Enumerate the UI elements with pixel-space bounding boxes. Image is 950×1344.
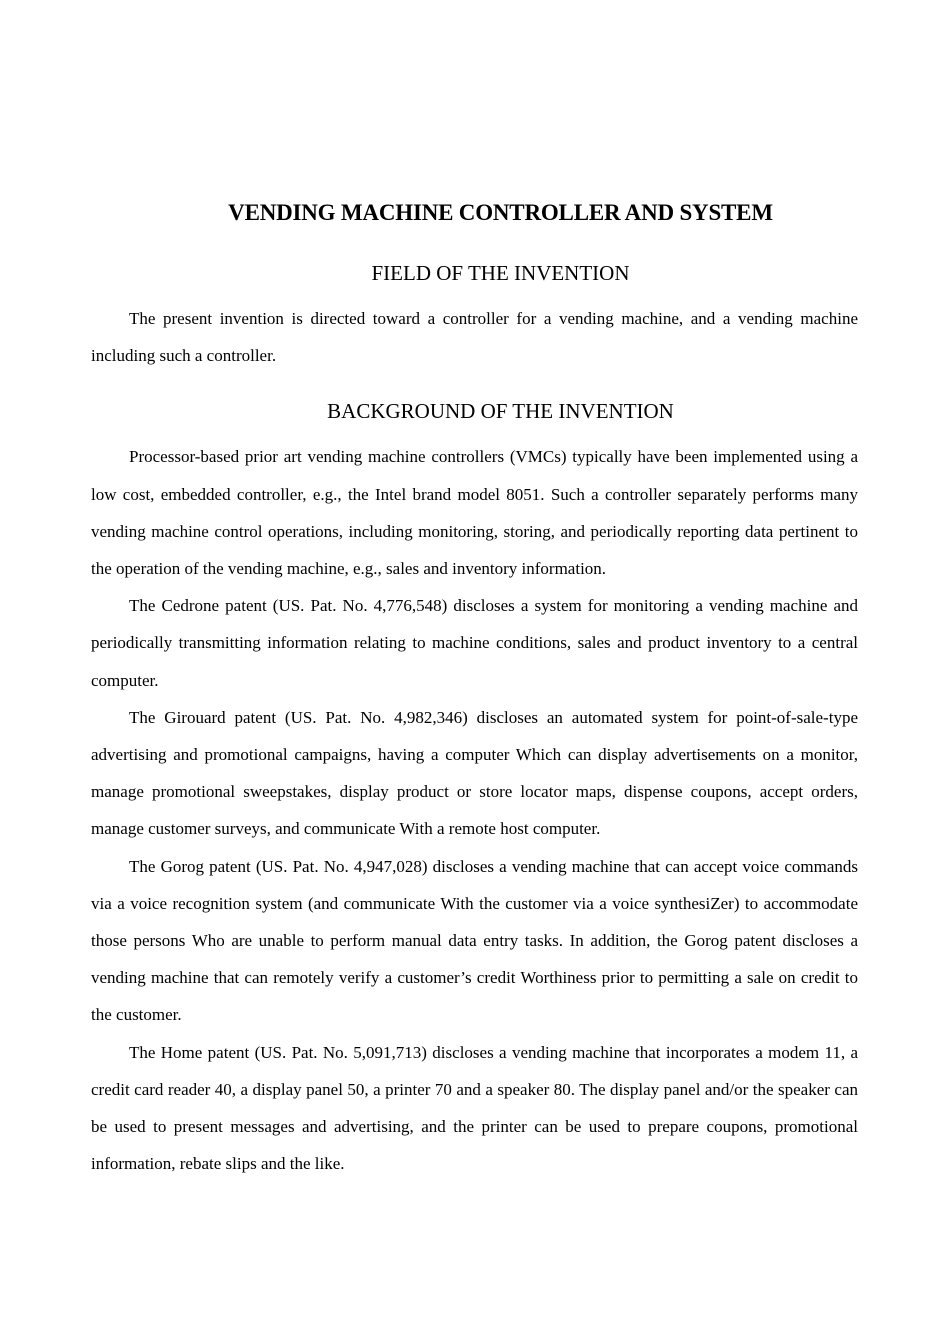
section-heading-background: BACKGROUND OF THE INVENTION	[327, 399, 674, 424]
paragraph-background-3: The Girouard patent (US. Pat. No. 4,982,346) discloses an automated system for point-of-sale-type advertising and promotional campaigns, having a computer Which can display advertisements on a monitor, manage promotional sweepstakes, display product or store locator maps, dispense coupons, accept orders, manage customer surveys, and communicate With a remote host computer.	[91, 707, 858, 839]
document-page	[91, 196, 858, 1182]
paragraph-field-1: The present invention is directed toward a controller for a vending machine, and a vending machine including such a controller.	[91, 309, 858, 366]
paragraph-background-5: The Home patent (US. Pat. No. 5,091,713) discloses a vending machine that incorporates a modem 11, a credit card reader 40, a display panel 50, a printer 70 and a speaker 80. The display panel and/or the speaker can be used to present messages and advertising, and the printer can be used to prepare coupons, promotional information, rebate slips and the like.	[91, 1042, 858, 1174]
paragraph-background-1: Processor-based prior art vending machine controllers (VMCs) typically have been implemented using a low cost, embedded controller, e.g., the Intel brand model 8051. Such a controller separately performs many vending machine control operations, including monitoring, storing, and periodically reporting data pertinent to the operation of the vending machine, e.g., sales and inventory information.	[91, 447, 858, 579]
section-heading-field: FIELD OF THE INVENTION	[371, 261, 630, 285]
paragraph-background-4: The Gorog patent (US. Pat. No. 4,947,028) discloses a vending machine that can accept voice commands via a voice recognition system (and communicate With the customer via a voice synthesiZer) to accommodate those persons Who are unable to perform manual data entry tasks. In addition, the Gorog patent discloses a vending machine that can remotely verify a customer’s credit Worthiness prior to permitting a sale on credit to the customer.	[91, 856, 858, 1025]
document-title: VENDING MACHINE CONTROLLER AND SYSTEM	[228, 200, 773, 225]
paragraph-background-2: The Cedrone patent (US. Pat. No. 4,776,548) discloses a system for monitoring a vending machine and periodically transmitting information relating to machine conditions, sales and product inventory to a central computer.	[91, 596, 858, 690]
